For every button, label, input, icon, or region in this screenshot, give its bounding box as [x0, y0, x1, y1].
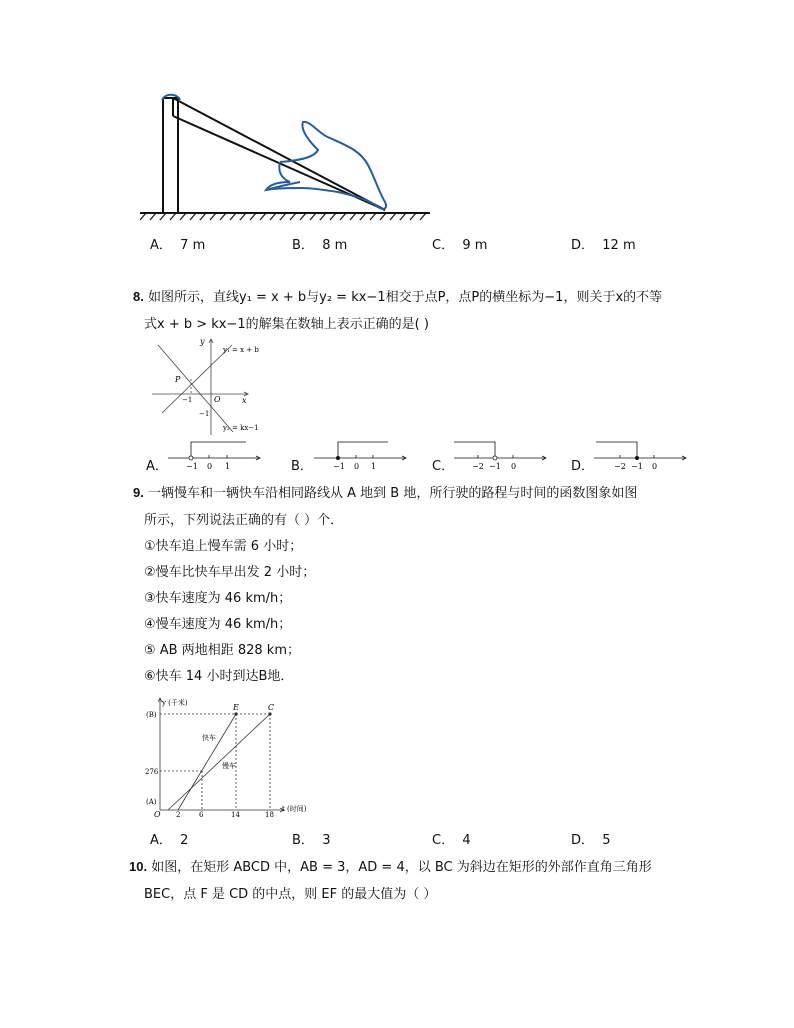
graph-origin-label: O — [154, 810, 161, 818]
graph-y-axis-label: y (千米) — [162, 699, 188, 707]
tick-label: −2 — [472, 462, 484, 471]
graph-t14-label: 14 — [231, 811, 240, 818]
q8-option-a-numberline — [166, 438, 266, 472]
q8-coordinate-graph — [148, 335, 270, 439]
option-letter: D． — [571, 459, 595, 474]
q9-number: 9. — [133, 485, 144, 500]
option-text: 2 — [180, 833, 189, 848]
graph-p-label: P — [175, 375, 181, 384]
q8-option-d-numberline — [592, 438, 692, 472]
q9-statement-5: ⑤ AB 两地相距 828 km； — [144, 643, 301, 658]
option-letter: B． — [292, 238, 314, 253]
option-letter: D． — [571, 833, 595, 848]
q8-line2-text: 式x + b > kx−1的解集在数轴上表示正确的是( ) — [144, 317, 429, 332]
graph-origin-label: O — [214, 395, 221, 404]
q9-line1-text: 一辆慢车和一辆快车沿相同路线从 A 地到 B 地，所行驶的路程与时间的函数图象如图 — [147, 486, 638, 501]
q9-statement-6: ⑥快车 14 小时到达B地． — [144, 669, 294, 684]
q10-line2-text: BEC，点 F 是 CD 的中点，则 EF 的最大值为（ ） — [144, 887, 437, 902]
q9-statement-4: ④慢车速度为 46 km/h； — [144, 617, 292, 632]
option-text: 12 m — [602, 238, 636, 253]
graph-slow-label: 慢车 — [222, 762, 236, 770]
q8-number: 8. — [133, 289, 144, 304]
tick-label: 0 — [652, 462, 658, 471]
tick-label: 1 — [225, 462, 231, 471]
graph-a-label: (A) — [146, 798, 157, 806]
q9-statement-3: ③快车速度为 46 km/h； — [144, 591, 292, 606]
q10-stem-line1 — [129, 856, 652, 875]
option-text: 7 m — [180, 238, 206, 253]
option-text: 8 m — [322, 238, 348, 253]
q9-distance-time-graph — [142, 694, 322, 818]
option-text: 5 — [602, 833, 611, 848]
q8-line1-text: 如图所示，直线y₁ = x + b与y₂ = kx−1相交于点P，点P的横坐标为−1，则关于x的不等 — [147, 290, 663, 305]
tick-label: 1 — [371, 462, 377, 471]
q8-option-b-numberline — [312, 438, 412, 472]
graph-fast-label: 快车 — [202, 734, 216, 742]
q8-option-c-numberline — [452, 438, 552, 472]
option-text: 9 m — [462, 238, 488, 253]
option-text: 3 — [322, 833, 331, 848]
q10-stem-line2 — [144, 883, 436, 902]
graph-t6-label: 6 — [199, 811, 204, 818]
tick-label: −1 — [489, 462, 501, 471]
option-letter: B． — [292, 833, 314, 848]
q8-option-b[interactable] — [291, 455, 313, 474]
q9-option-d[interactable] — [571, 829, 611, 848]
option-text: 4 — [462, 833, 471, 848]
q9-option-c[interactable] — [432, 829, 471, 848]
q9-stem-line2 — [144, 509, 343, 528]
q9-statement-1: ①快车追上慢车需 6 小时； — [144, 539, 303, 554]
graph-b-label: (B) — [146, 711, 157, 719]
q8-stem-line2 — [144, 313, 429, 332]
q7-ramp-figure — [140, 90, 435, 230]
q7-option-a[interactable] — [150, 234, 205, 253]
graph-minus1-x-label: −1 — [182, 396, 193, 404]
graph-e-label: E — [233, 703, 239, 712]
q8-option-a[interactable] — [146, 455, 168, 474]
q8-option-d[interactable] — [571, 455, 594, 474]
tick-label: −1 — [333, 462, 345, 471]
graph-y-label: y — [200, 337, 205, 346]
graph-y1-label: y₁ = x + b — [223, 346, 259, 354]
graph-t-axis-label: t (时间) — [282, 805, 307, 813]
option-letter: C． — [432, 833, 455, 848]
q9-option-b[interactable] — [292, 829, 330, 848]
tick-label: −1 — [631, 462, 643, 471]
option-letter: C． — [432, 459, 455, 474]
tick-label: −2 — [614, 462, 626, 471]
option-letter: A． — [150, 833, 172, 848]
q8-option-c[interactable] — [432, 455, 454, 474]
tick-label: 0 — [511, 462, 517, 471]
option-letter: B． — [291, 459, 313, 474]
q10-number: 10. — [129, 859, 148, 874]
graph-c-label: C — [268, 703, 275, 712]
q9-option-a[interactable] — [150, 829, 188, 848]
graph-t2-label: 2 — [176, 811, 181, 818]
option-letter: C． — [432, 238, 455, 253]
tick-label: 0 — [207, 462, 213, 471]
graph-x-label: x — [242, 396, 247, 405]
graph-t18-label: 18 — [265, 811, 274, 818]
option-letter: A． — [146, 459, 168, 474]
graph-y2-label: y₂ = kx−1 — [223, 424, 259, 432]
option-letter: D． — [571, 238, 595, 253]
q7-option-c[interactable] — [432, 234, 487, 253]
graph-276-label: 276 — [145, 768, 159, 776]
q7-option-b[interactable] — [292, 234, 347, 253]
q10-line1-text: 如图，在矩形 ABCD 中，AB = 3，AD = 4，以 BC 为斜边在矩形的外部作直角三角形 — [151, 860, 652, 875]
q8-stem-line1 — [133, 286, 662, 305]
q7-option-d[interactable] — [571, 234, 636, 253]
option-letter: A． — [150, 238, 172, 253]
q9-stem-line1 — [133, 482, 637, 501]
graph-minus1-y-label: −1 — [199, 410, 210, 418]
q9-statement-2: ②慢车比快车早出发 2 小时； — [144, 565, 316, 580]
tick-label: 0 — [354, 462, 360, 471]
q9-line2-text: 所示，下列说法正确的有（ ）个． — [144, 513, 344, 528]
tick-label: −1 — [186, 462, 198, 471]
